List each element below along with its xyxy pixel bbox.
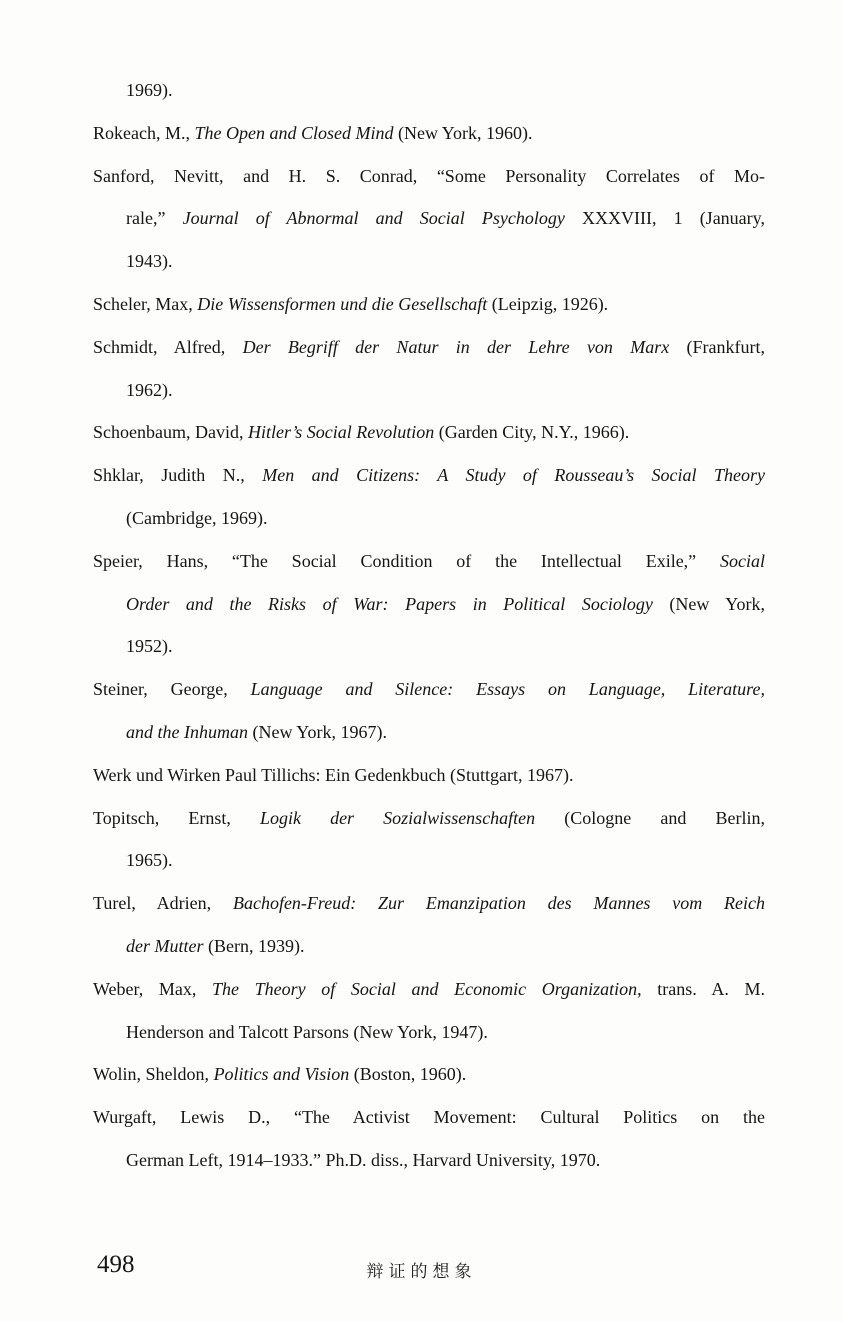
bib-line bbox=[93, 711, 765, 754]
bib-line bbox=[93, 925, 765, 968]
bib-segment-italic: Men and Citizens: A Study of Rousseau’s Social Theory bbox=[262, 465, 765, 486]
bib-segment: 1965). bbox=[126, 850, 173, 871]
bib-segment-italic: Bachofen-Freud: Zur Emanzipation des Mannes vom Reich bbox=[232, 893, 765, 914]
bib-line bbox=[93, 839, 765, 882]
bib-segment: Weber, Max, bbox=[93, 978, 213, 999]
bib-segment-italic: The Open and Closed Mind bbox=[194, 122, 394, 143]
bib-segment: (New York, 1960). bbox=[393, 122, 533, 143]
bib-segment: 1943). bbox=[126, 251, 173, 272]
bib-line bbox=[93, 1011, 765, 1054]
bib-segment: Steiner, George, bbox=[93, 679, 251, 700]
bib-line bbox=[93, 540, 765, 583]
bib-line bbox=[93, 1053, 765, 1096]
bib-line bbox=[93, 497, 765, 540]
bib-segment: Speier, Hans, “The Social Condition of the Intellectual Exile,” bbox=[93, 550, 720, 571]
bib-segment: Wurgaft, Lewis D., “The Activist Movement: Cultural Politics on the bbox=[93, 1107, 765, 1128]
bib-segment: Topitsch, Ernst, bbox=[93, 807, 260, 828]
bib-segment: , trans. A. M. bbox=[637, 978, 765, 999]
bib-segment: 1969). bbox=[126, 80, 173, 100]
bib-segment-italic: Die Wissensformen und die Gesellschaft bbox=[197, 293, 488, 314]
bib-segment: Turel, Adrien, bbox=[93, 893, 233, 914]
bib-line bbox=[93, 754, 765, 797]
bib-segment: German Left, 1914–1933.” Ph.D. diss., Harvard University, 1970. bbox=[126, 1149, 601, 1170]
bib-segment-italic: Order and the Risks of War: Papers in Political Sociology bbox=[126, 593, 653, 614]
bib-segment: Schoenbaum, David, bbox=[93, 422, 248, 443]
bib-line bbox=[93, 1139, 765, 1182]
bib-line bbox=[93, 797, 765, 840]
bib-segment: (Leipzig, 1926). bbox=[487, 293, 609, 314]
bib-line bbox=[93, 369, 765, 412]
bib-line bbox=[93, 283, 765, 326]
bib-line bbox=[93, 411, 765, 454]
bibliography-text bbox=[93, 69, 765, 1182]
bib-segment: XXXVIII, 1 (January, bbox=[564, 208, 765, 229]
bib-segment-italic: Logik der Sozialwissenschaften bbox=[259, 807, 536, 828]
bib-segment-italic: der Mutter bbox=[126, 935, 204, 956]
bib-segment: (Frankfurt, bbox=[669, 336, 765, 357]
bib-segment-italic: Language and Silence: Essays on Language, Literature, bbox=[250, 679, 765, 700]
bib-line bbox=[93, 240, 765, 283]
bib-segment: (New York, bbox=[652, 593, 765, 614]
bib-segment: (Boston, 1960). bbox=[349, 1064, 467, 1085]
bib-segment: Schmidt, Alfred, bbox=[93, 336, 243, 357]
page-footer bbox=[0, 1248, 843, 1288]
bib-segment-italic: Politics and Vision bbox=[213, 1064, 350, 1085]
bib-segment-italic: Journal of Abnormal and Social Psychology bbox=[182, 208, 565, 229]
bib-segment: (Bern, 1939). bbox=[203, 935, 305, 956]
bib-segment: Wolin, Sheldon, bbox=[93, 1064, 214, 1085]
bib-segment: 1962). bbox=[126, 379, 173, 400]
bib-segment-italic: and the Inhuman bbox=[126, 721, 248, 742]
bib-segment: Henderson and Talcott Parsons (New York, 1947). bbox=[126, 1021, 488, 1042]
bib-segment-italic: Hitler’s Social Revolution bbox=[247, 422, 435, 443]
bib-line bbox=[93, 583, 765, 626]
bib-segment-italic: Social bbox=[720, 550, 765, 571]
bib-line bbox=[93, 625, 765, 668]
bib-segment: (Cambridge, 1969). bbox=[126, 507, 268, 528]
bib-line bbox=[93, 112, 765, 155]
page-number: 498 bbox=[97, 1251, 135, 1278]
bib-line bbox=[93, 882, 765, 925]
bib-line bbox=[93, 197, 765, 240]
bib-segment: (Garden City, N.Y., 1966). bbox=[434, 422, 630, 443]
bib-segment: Shklar, Judith N., bbox=[93, 465, 263, 486]
bib-segment-italic: The Theory of Social and Economic Organization bbox=[212, 978, 638, 999]
bib-line bbox=[93, 1096, 765, 1139]
bib-segment: Werk und Wirken Paul Tillichs: Ein Gedenkbuch (Stuttgart, 1967). bbox=[93, 764, 574, 785]
running-title: 辩证的想象 bbox=[366, 1262, 477, 1282]
bib-segment: Sanford, Nevitt, and H. S. Conrad, “Some Personality Correlates of Mo- bbox=[93, 165, 765, 186]
bib-segment: (New York, 1967). bbox=[247, 721, 387, 742]
bib-line bbox=[93, 69, 765, 112]
bib-segment: rale,” bbox=[126, 208, 183, 229]
bib-segment: Scheler, Max, bbox=[93, 293, 198, 314]
bib-segment: 1952). bbox=[126, 636, 173, 657]
bib-segment: Rokeach, M., bbox=[93, 122, 195, 143]
bib-line bbox=[93, 668, 765, 711]
bib-line bbox=[93, 326, 765, 369]
bib-segment-italic: Der Begriff der Natur in der Lehre von Marx bbox=[242, 336, 670, 357]
bib-line bbox=[93, 454, 765, 497]
bib-line bbox=[93, 155, 765, 198]
bib-line bbox=[93, 968, 765, 1011]
bib-segment: (Cologne and Berlin, bbox=[535, 807, 765, 828]
